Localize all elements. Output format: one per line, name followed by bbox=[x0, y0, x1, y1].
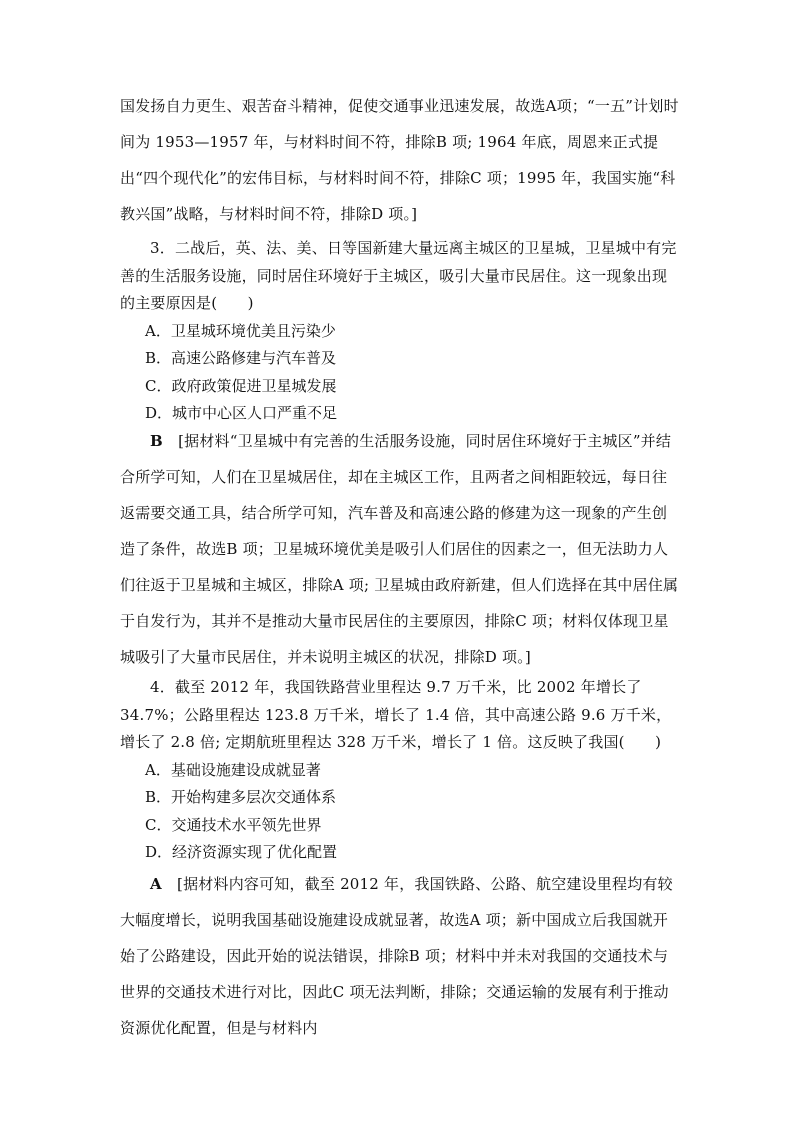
option-c: C．政府政策促进卫星城发展 bbox=[145, 376, 337, 395]
answer-letter: A bbox=[150, 875, 162, 893]
option-d: D．经济资源实现了优化配置 bbox=[145, 843, 338, 861]
question-stem: 4．截至 2012 年，我国铁路营业里程达 9.7 万千米，比 2002 年增长了 34.7%；公路里程达 123.8 万千米，增长了 1.4 倍，其中高速公路 9.6 万千米，增长了 2.8 倍; 定期航班里程达 328 万千米，增长了 1 倍。这反映了我国( ) bbox=[120, 678, 672, 751]
answer-explanation bbox=[120, 866, 680, 1046]
option-a: A．卫星城环境优美且污染少 bbox=[145, 321, 336, 340]
previous-explanation bbox=[120, 88, 680, 232]
answer-4 bbox=[120, 866, 680, 1046]
answer-3 bbox=[120, 423, 680, 675]
answer-letter: B bbox=[150, 432, 163, 450]
option-c: C．交通技术水平领先世界 bbox=[145, 815, 322, 834]
option-b: B．高速公路修建与汽车普及 bbox=[145, 349, 337, 367]
answer-explanation bbox=[120, 423, 680, 675]
explanation-text: [据材料内容可知，截至 2012 年，我国铁路、公路、航空建设里程均有较大幅度增长，说明我国基础设施建设成就显著，故选A 项；新中国成立后我国就开始了公路建设，因此开始的说法错误，排除B 项；材料中并未对我国的交通技术与世界的交通技术进行对比，因此C 项无法判断，排除；交通运输的发展有利于推动资源优化配置，但是与材料内 bbox=[120, 875, 673, 1037]
question-3 bbox=[120, 235, 680, 428]
option-d: D．城市中心区人口严重不足 bbox=[145, 404, 338, 422]
explanation-text: [据材料“卫星城中有完善的生活服务设施，同时居住环境好于主城区”并结合所学可知，人们在卫星城居住，却在主城区工作，且两者之间相距较远，每日往返需要交通工具，结合所学可知，汽车普及和高速公路的修建为这一现象的产生创造了条件，故选B 项；卫星城环境优美是吸引人们居住的因素之一，但无法助力人们往返于卫星城和主城区，排除A 项; 卫星城由政府新建，但人们选择在其中居住属于自发行为，其并不是推动大量市民居住的主要原因，排除C 项；材料仅体现卫星城吸引了大量市民居住，并未说明主城区的状况，排除D 项。] bbox=[120, 432, 679, 666]
option-b: B．开始构建多层次交通体系 bbox=[145, 788, 337, 806]
question-4 bbox=[120, 674, 680, 867]
question-stem: 3．二战后，英、法、美、日等国新建大量远离主城区的卫星城，卫星城中有完善的生活服务设施，同时居住环境好于主城区，吸引大量市民居住。这一现象出现的主要原因是( ) bbox=[120, 239, 677, 312]
explanation-text: 国发扬自力更生、艰苦奋斗精神，促使交通事业迅速发展，故选A项；“一五”计划时间为 1953—1957 年，与材料时间不符，排除B 项; 1964 年底，周恩来正式提出“四个现代化”的宏伟目标，与材料时间不符，排除C 项；1995 年，我国实施“科教兴国”战略，与材料时间不符，排除D 项。] bbox=[120, 97, 679, 223]
option-a: A．基础设施建设成就显著 bbox=[145, 760, 321, 779]
